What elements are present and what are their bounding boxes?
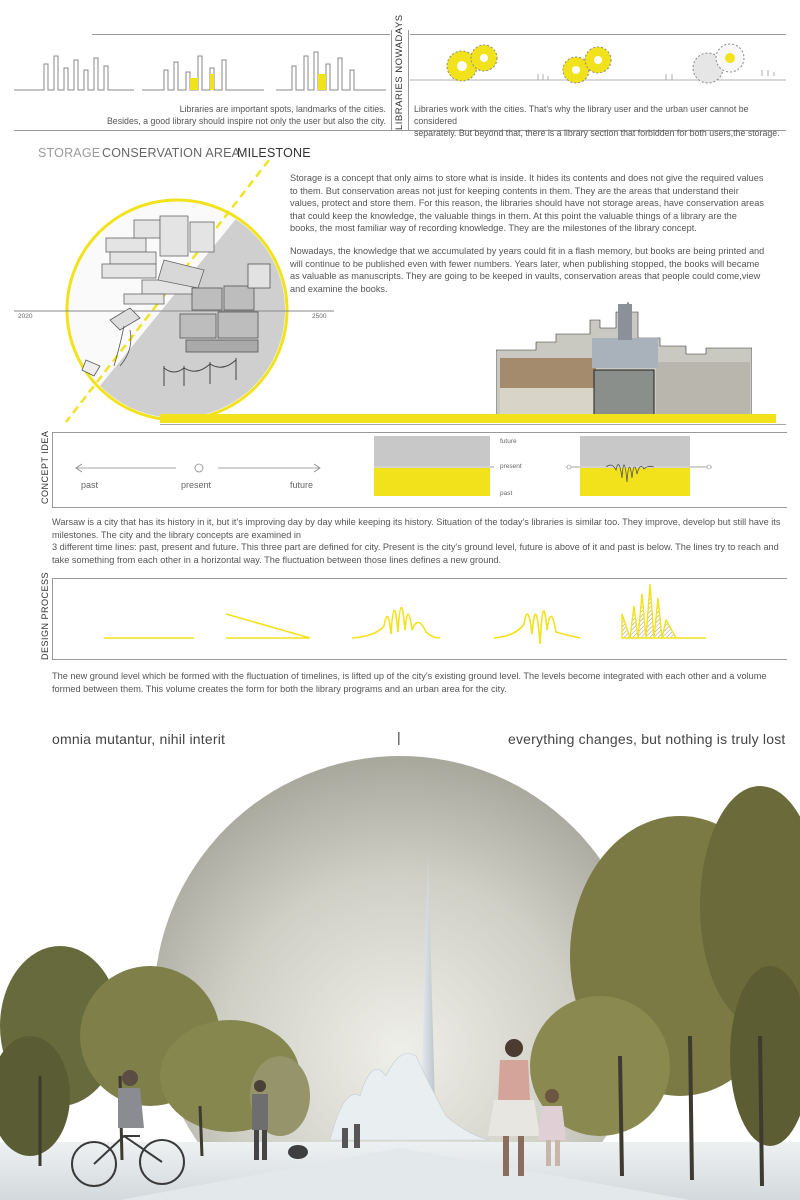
warsaw-collage <box>496 298 752 422</box>
highlight-bar-3 <box>318 74 326 90</box>
header-left-caption-2: Besides, a good library should inspire not only the user but also the city. <box>106 116 386 126</box>
library-render <box>0 756 800 1200</box>
tab-milestone: MILESTONE <box>237 146 311 160</box>
concept-text-2: 3 different time lines: past, present and future. This three part are defined for city. Present is the city's ground level, future is above of it and past is below. The lines try to reach and take something from each other in a horizontal way. The fluctuation between those lines defines a new ground. <box>52 542 779 565</box>
layers-present: present <box>500 463 522 470</box>
concept-future: future <box>290 480 314 490</box>
present-marker <box>195 464 203 472</box>
process-step-5-hatch <box>622 584 706 638</box>
tab-storage: STORAGE <box>38 146 101 160</box>
header-left-caption <box>14 103 386 127</box>
header-right-caption <box>414 103 786 139</box>
skyline-2 <box>142 56 264 90</box>
header-top-line-right <box>410 34 786 35</box>
milestone-circle-illustration <box>14 160 334 430</box>
gears-diagram <box>410 36 786 96</box>
layers-past: past <box>500 490 513 497</box>
timeline-start: 2020 <box>18 313 33 320</box>
motto-english: everything changes, but nothing is truly lost <box>508 731 786 747</box>
concept-past: past <box>81 480 99 490</box>
header-divider-2 <box>408 30 409 130</box>
design-process-label: DESIGN PROCESS <box>40 571 50 660</box>
gear-group-1 <box>447 45 497 81</box>
process-step-4 <box>494 611 580 644</box>
skyline-1 <box>14 56 134 90</box>
gear-group-2 <box>563 47 611 83</box>
skyline-3 <box>276 52 386 90</box>
process-step-2 <box>226 614 310 638</box>
yellow-ground-strip <box>160 414 776 423</box>
concept-present: present <box>181 480 212 490</box>
header-left-caption-1: Libraries are important spots, landmarks of the cities. <box>179 104 386 114</box>
storage-text <box>290 172 766 295</box>
design-process-diagrams <box>96 584 716 644</box>
motto-divider: | <box>397 729 401 745</box>
motto-latin: omnia mutantur, nihil interit <box>52 731 226 747</box>
libraries-nowadays-label: LIBRARIES NOWADAYS <box>394 14 405 130</box>
concept-text <box>52 516 782 566</box>
concept-wave-diagram <box>566 436 712 498</box>
timeline-end: 2500 <box>312 313 327 320</box>
tab-conservation-area: CONSERVATION AREA <box>102 146 241 160</box>
storage-paragraph-1: Storage is a concept that only aims to store what is inside. It hides its contents and does not give the required values to them. But conservation areas not just for keeping contents in them. They are the areas that understand their values, protect and store them. For this reason, the libraries should have not storage areas, have conservation areas that could keep the knowledge, the valuable things in them. At this point the valuable things of a library are the books, the most familiar way of recording knowledge. They are the milestones of the library concept. <box>290 173 764 234</box>
concept-layers-diagram <box>374 436 494 498</box>
highlight-bar-1 <box>190 78 198 90</box>
gear-group-3 <box>693 44 744 83</box>
header-right-caption-1: Libraries work with the cities. That's why the library user and the urban user cannot be considered <box>414 104 749 126</box>
layers-future: future <box>500 438 517 445</box>
highlight-bar-2 <box>210 74 214 90</box>
process-step-3 <box>352 607 440 638</box>
yellow-strip-line <box>160 424 786 425</box>
header-right-caption-2: separately. But beyond that, there is a library section that forbidden for both users,the storage. <box>414 128 780 138</box>
storage-paragraph-2: Nowadays, the knowledge that we accumulated by years could fit in a flash memory, but books are being printed and will continue to be published even with fewer numbers. Years later, when publishing stopped, the books will became as valuable as manuscripts. They are going to be keeped in vaults, conservation areas that people could come,view and examine the books. <box>290 245 765 294</box>
concept-idea-label: CONCEPT IDEA <box>40 430 50 504</box>
skyline-diagrams <box>14 44 390 94</box>
design-text: The new ground level which be formed with the fluctuation of timelines, is lifted up of the city's existing ground level. The levels become integrated with each other and a volume formed between them. This volume creates the form for both the library programs and an urban area for the city. <box>52 671 767 694</box>
concept-text-1: Warsaw is a city that has its history in it, but it's improving day by day while keeping its history. Situation of the today's libraries is similar too. They improve, develop but still have its milestones. The city and the library concepts are examined in <box>52 517 781 540</box>
header-top-line <box>92 34 390 35</box>
header-divider <box>391 30 392 130</box>
